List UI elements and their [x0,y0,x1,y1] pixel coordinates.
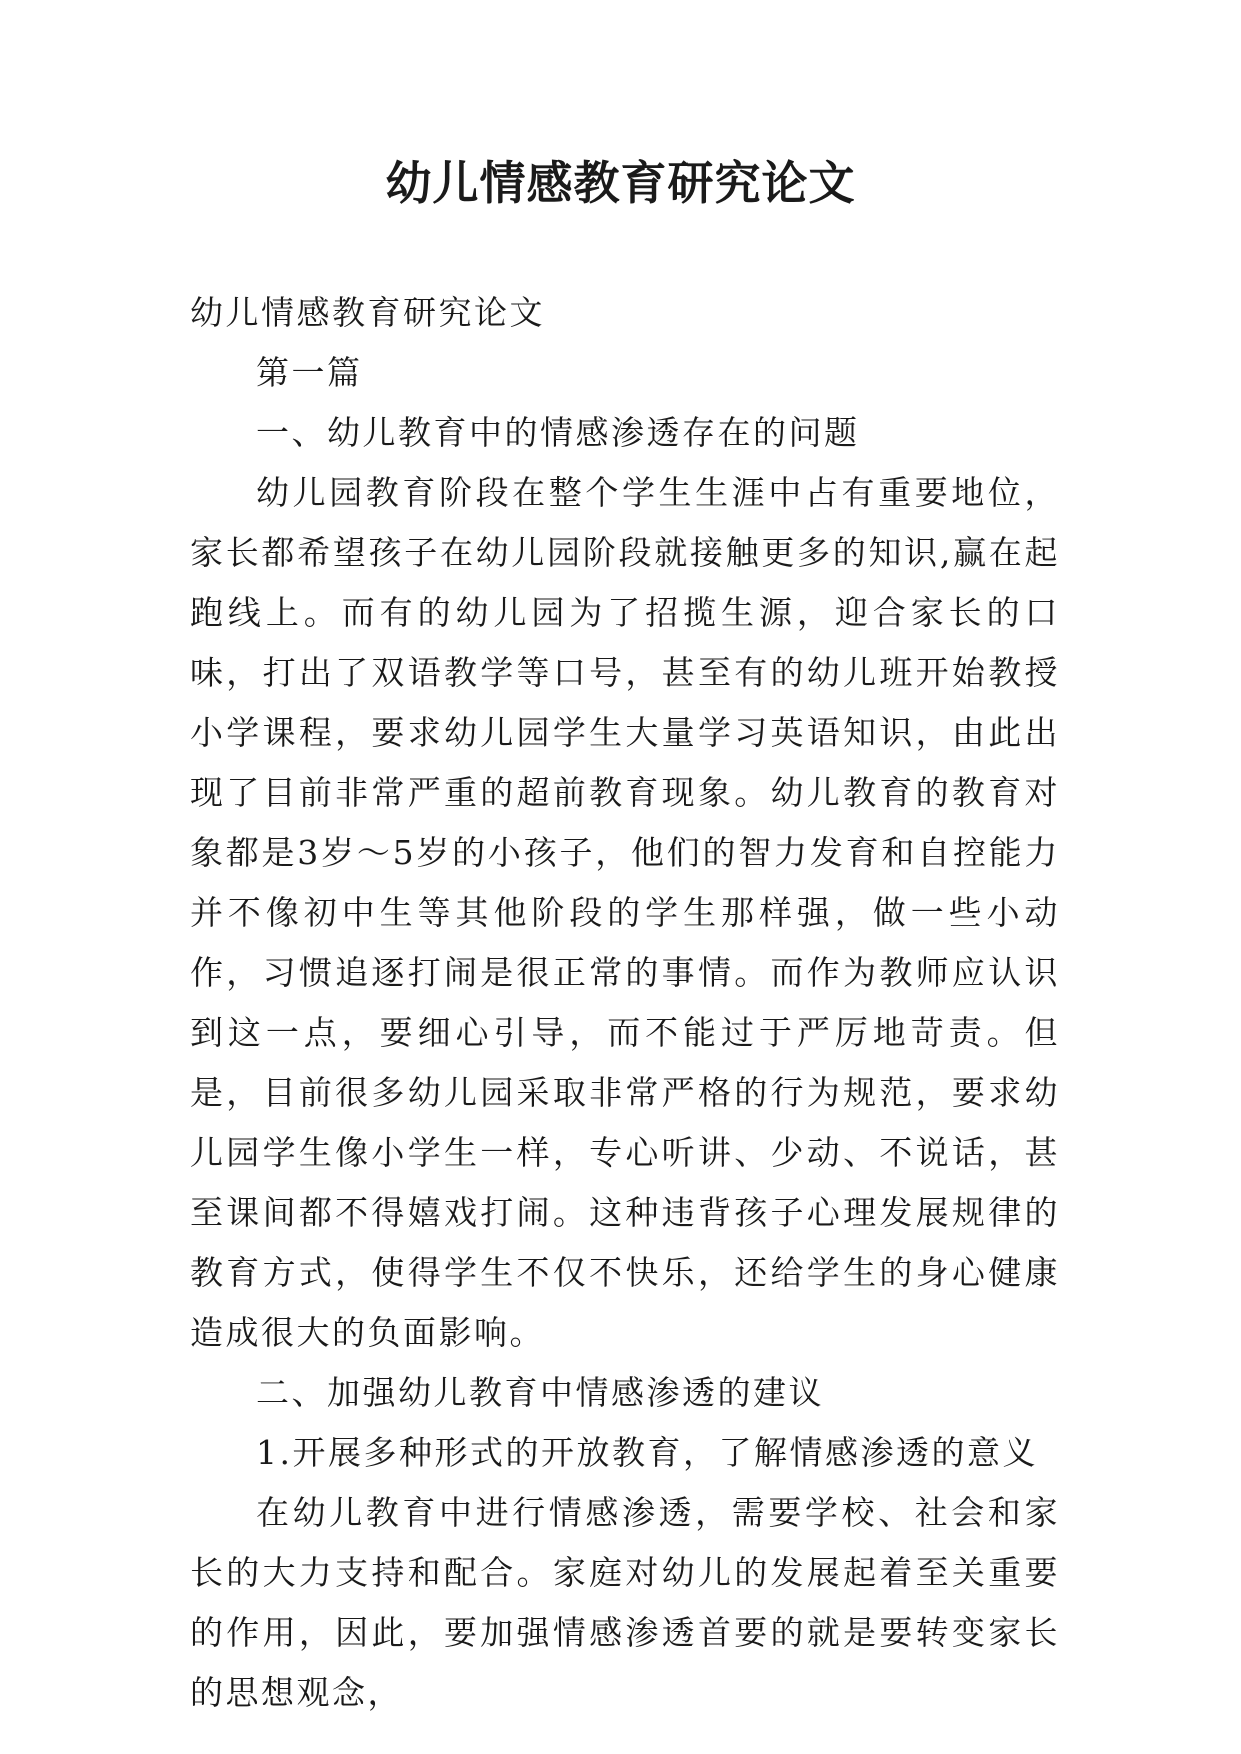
paragraph-open-education: 在幼儿教育中进行情感渗透，需要学校、社会和家长的大力支持和配合。家庭对幼儿的发展起着至关重要的作用，因此，要加强情感渗透首要的就是要转变家长的思想观念， [190,1493,1060,1712]
subheading-open-education: 1.开展多种形式的开放教育，了解情感渗透的意义 [256,1433,1038,1472]
document-title: 幼儿情感教育研究论文 [385,156,856,210]
section-label: 第一篇 [256,353,363,392]
document-subtitle: 幼儿情感教育研究论文 [190,293,545,332]
heading-problems: 一、幼儿教育中的情感渗透存在的问题 [256,413,860,452]
paragraph-problems: 幼儿园教育阶段在整个学生生涯中占有重要地位，家长都希望孩子在幼儿园阶段就接触更多的知识,赢在起跑线上。而有的幼儿园为了招揽生源，迎合家长的口味，打出了双语教学等口号，甚至有的幼儿班开始教授小学课程，要求幼儿园学生大量学习英语知识，由此出现了目前非常严重的超前教育现象。幼儿教育的教育对象都是3岁～5岁的小孩子，他们的智力发育和自控能力并不像初中生等其他阶段的学生那样强，做一些小动作，习惯追逐打闹是很正常的事情。而作为教师应认识到这一点，要细心引导，而不能过于严厉地苛责。但是，目前很多幼儿园采取非常严格的行为规范，要求幼儿园学生像小学生一样，专心听讲、少动、不说话，甚至课间都不得嬉戏打闹。这种违背孩子心理发展规律的教育方式，使得学生不仅不快乐，还给学生的身心健康造成很大的负面影响。 [190,473,1060,1352]
heading-suggestions: 二、加强幼儿教育中情感渗透的建议 [256,1373,824,1412]
document-body [190,283,1060,1723]
